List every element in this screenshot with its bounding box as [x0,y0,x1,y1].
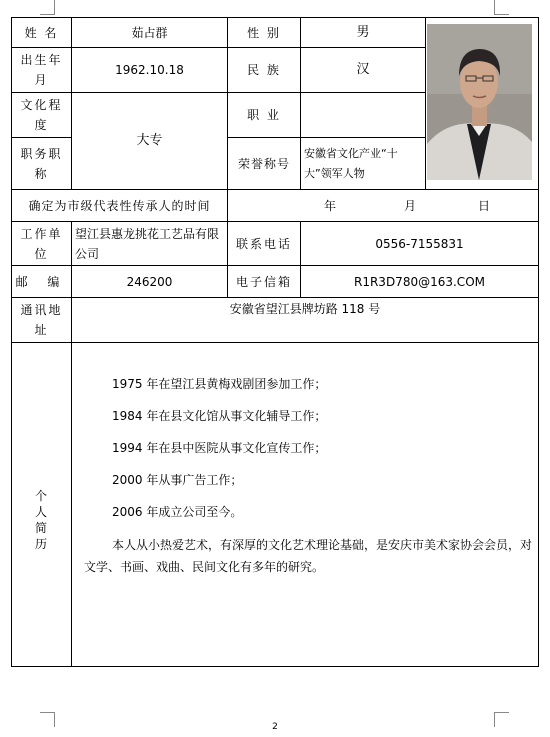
value-birth: 1962.10.18 [115,63,184,77]
value-ethnicity: 汉 [356,62,370,77]
resume-text [84,374,532,578]
label-resume: 个人简历 [34,489,47,551]
label-education: 文化程度 [20,98,63,132]
value-honor: 安徽省文化产业“十大”领军人物 [304,146,398,180]
value-occupation [301,93,425,137]
resume-line: 2000 年从事广告工作； [112,473,243,487]
resume-line: 2006 年成立公司至今。 [112,505,243,519]
label-email: 电子信箱 [235,274,292,289]
crop-mark-top-right [494,0,509,15]
value-education: 大专 [136,133,163,148]
label-gender: 性 别 [247,25,281,40]
crop-mark-top-left [40,0,55,15]
page-number: 2 [272,722,278,732]
label-inherit-time: 确定为市级代表性传承人的时间 [28,198,211,213]
label-honor: 荣誉称号 [237,156,290,171]
value-year: 年 [323,198,336,213]
value-phone: 0556-7155831 [375,236,464,251]
portrait-photo [427,24,532,180]
value-address: 安徽省望江县牌坊路 118 号 [229,302,381,316]
value-gender: 男 [356,24,370,40]
value-name: 茹占群 [131,25,168,40]
resume-line: 1984 年在县文化馆从事文化辅导工作； [112,409,327,423]
label-birth: 出生年月 [20,53,63,87]
label-ethnicity: 民 族 [247,63,281,77]
resume-line: 1975 年在望江县黄梅戏剧团参加工作； [112,377,327,391]
label-name: 姓 名 [24,25,59,40]
value-postcode: 246200 [126,274,173,289]
value-email: R1R3D780@163.COM [354,274,485,289]
label-employer: 工作单位 [20,226,63,261]
value-employer: 望江县惠龙挑花工艺品有限公司 [75,226,220,261]
value-day: 日 [477,198,490,213]
resume-line: 本人从小热爱艺术，有深厚的文化艺术理论基础，是安庆市美术家协会会员，对文学、书画、戏曲、民间文化有多年的研究。 [84,538,533,574]
label-phone: 联系电话 [235,236,292,251]
label-position: 职务职称 [20,146,63,181]
label-address: 通讯地址 [20,303,63,337]
resume-line: 1994 年在县中医院从事文化宣传工作； [112,441,327,455]
label-postcode: 邮 编 [15,274,68,289]
label-occupation: 职 业 [247,108,281,122]
value-month: 月 [403,198,416,213]
